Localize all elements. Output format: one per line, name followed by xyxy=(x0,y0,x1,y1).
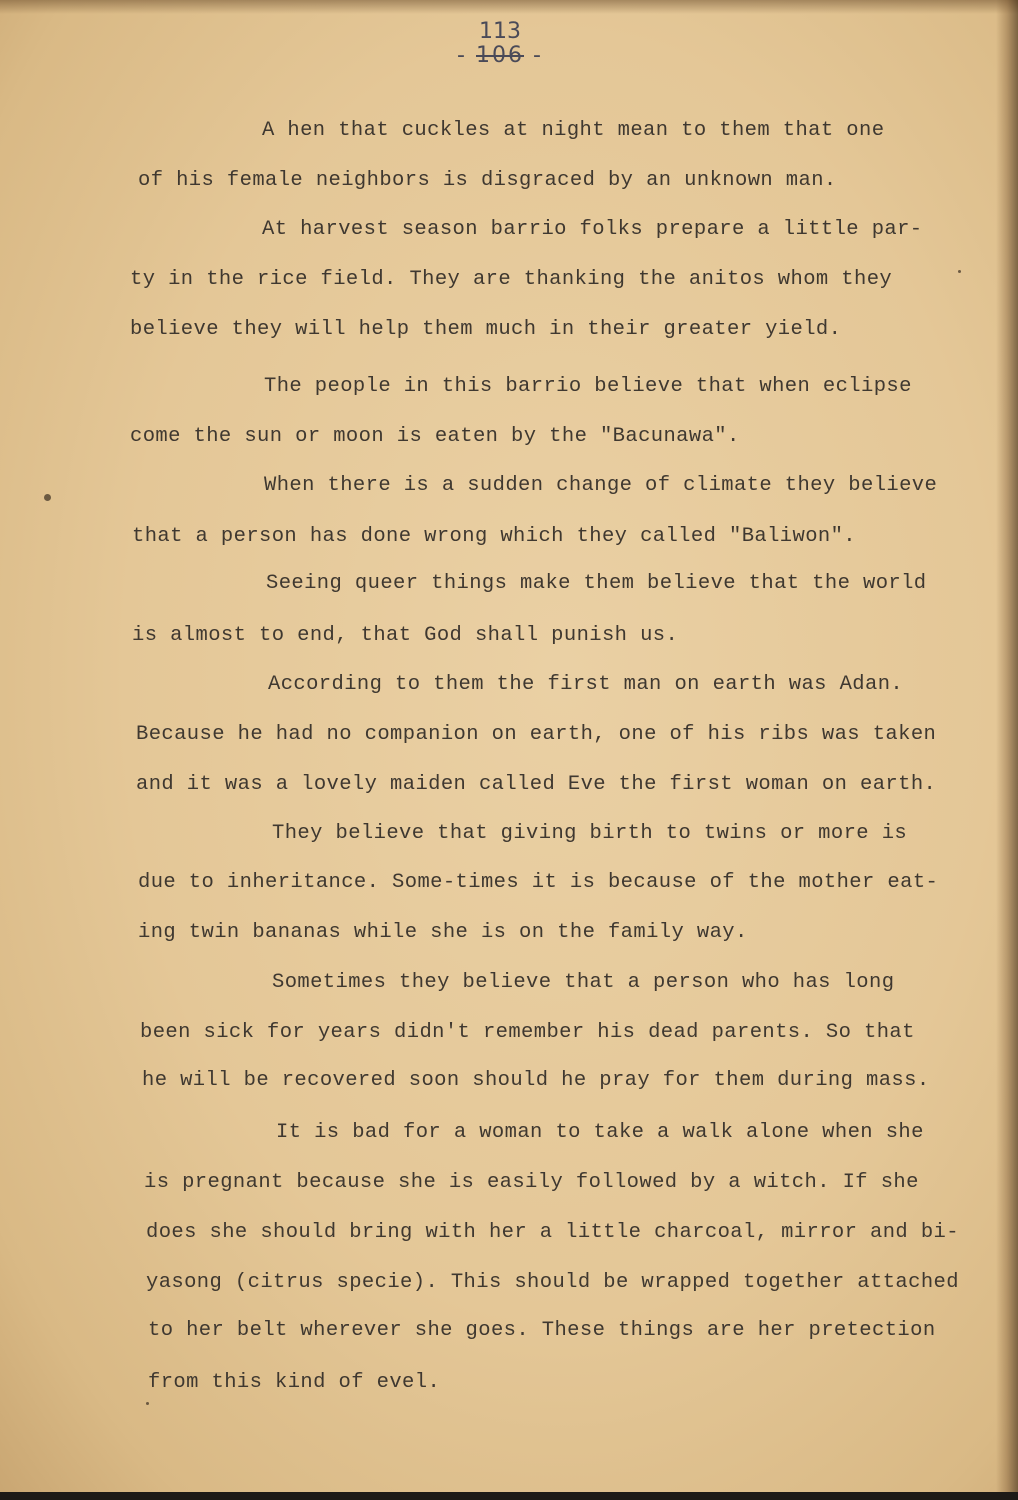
ink-spot xyxy=(44,494,51,501)
text-line: Seeing queer things make them believe that the world xyxy=(266,572,927,595)
text-line: According to them the first man on earth was Adan. xyxy=(268,673,904,696)
ink-spot xyxy=(146,1402,149,1405)
text-line: been sick for years didn't remember his dead parents. So that xyxy=(140,1021,915,1044)
text-line: It is bad for a woman to take a walk alone when she xyxy=(276,1121,924,1144)
text-line: When there is a sudden change of climate they believe xyxy=(264,474,938,497)
text-line: At harvest season barrio folks prepare a little par- xyxy=(262,218,923,241)
text-line: The people in this barrio believe that when eclipse xyxy=(264,375,912,398)
text-line: of his female neighbors is disgraced by an unknown man. xyxy=(138,169,837,192)
text-line: yasong (citrus specie). This should be wrapped together attached xyxy=(146,1271,959,1294)
text-line: from this kind of evel. xyxy=(148,1371,441,1394)
text-line: They believe that giving birth to twins or more is xyxy=(272,822,908,845)
text-line: he will be recovered soon should he pray for them during mass. xyxy=(142,1069,930,1092)
text-line: A hen that cuckles at night mean to them that one xyxy=(262,119,885,142)
text-line: ing twin bananas while she is on the family way. xyxy=(138,921,748,944)
text-line: ty in the rice field. They are thanking the anitos whom they xyxy=(130,268,893,291)
text-line: come the sun or moon is eaten by the "Bacunawa". xyxy=(130,425,740,448)
page-top-edge xyxy=(0,0,1018,14)
page-bottom-edge xyxy=(0,1492,1018,1500)
text-line: due to inheritance. Some-times it is because of the mother eat- xyxy=(138,871,939,894)
text-line: believe they will help them much in their greater yield. xyxy=(130,318,842,341)
text-line: is almost to end, that God shall punish us. xyxy=(132,624,679,647)
text-line: to her belt wherever she goes. These things are her pretection xyxy=(148,1319,936,1342)
text-line: and it was a lovely maiden called Eve the first woman on earth. xyxy=(136,773,937,796)
page-number-handwritten: 113 xyxy=(479,19,521,44)
page-number-typed: - 106 - xyxy=(457,43,543,68)
page-number xyxy=(440,20,560,68)
page-binding-edge xyxy=(996,0,1018,1500)
text-line: does she should bring with her a little charcoal, mirror and bi- xyxy=(146,1221,959,1244)
text-line: Sometimes they believe that a person who has long xyxy=(272,971,895,994)
text-line: that a person has done wrong which they called "Baliwon". xyxy=(132,525,857,548)
text-line: Because he had no companion on earth, one of his ribs was taken xyxy=(136,723,937,746)
text-line: is pregnant because she is easily followed by a witch. If she xyxy=(144,1171,919,1194)
ink-spot xyxy=(958,270,961,273)
